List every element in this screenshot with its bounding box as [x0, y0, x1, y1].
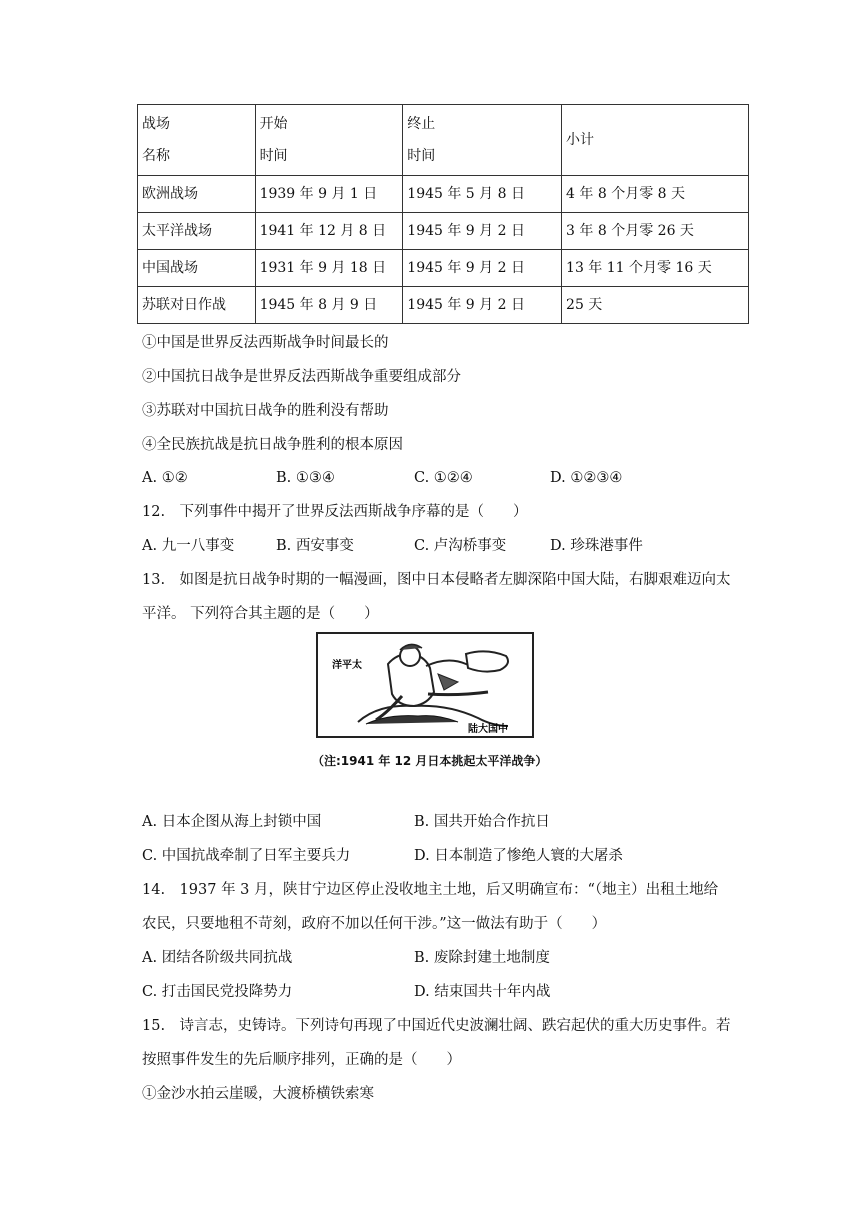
option-b[interactable]: B. 废除封建土地制度	[414, 950, 550, 966]
table-row	[138, 176, 749, 213]
option-a[interactable]: A. 团结各阶级共同抗战	[142, 950, 293, 966]
q15-stem-line-2: 按照事件发生的先后顺序排列，正确的是（ ）	[142, 1052, 461, 1068]
q12-options	[142, 536, 762, 556]
option-c[interactable]: C. 打击国民党投降势力	[142, 984, 293, 1000]
table-cell: 1941 年 12 月 8 日	[255, 213, 403, 250]
q11-statement-3: ③苏联对中国抗日战争的胜利没有帮助	[142, 403, 389, 419]
option-b[interactable]: B. ①③④	[276, 470, 335, 486]
cartoon-label-china: 陆大国中	[468, 724, 508, 735]
option-a[interactable]: A. 日本企图从海上封锁中国	[142, 814, 322, 830]
cartoon-label-pacific: 洋平太	[332, 660, 362, 671]
option-a[interactable]: A. 九一八事变	[142, 538, 235, 554]
option-a[interactable]: A. ①②	[142, 470, 188, 486]
q15-stem-line-1: 15. 诗言志，史铸诗。下列诗句再现了中国近代史波澜壮阔、跌宕起伏的重大历史事件。若	[142, 1018, 731, 1034]
q14-stem-line-1: 14. 1937 年 3 月，陕甘宁边区停止没收地主土地，后又明确宣布：“（地主）出租土地给	[142, 882, 719, 898]
table-header-row	[138, 105, 749, 176]
table-cell: 1945 年 8 月 9 日	[255, 287, 403, 324]
option-d[interactable]: D. 结束国共十年内战	[414, 984, 551, 1000]
option-b[interactable]: B. 国共开始合作抗日	[414, 814, 550, 830]
table-cell: 25 天	[562, 287, 749, 324]
cartoon-figure	[316, 632, 534, 738]
option-d[interactable]: D. 日本制造了惨绝人寰的大屠杀	[414, 848, 623, 864]
q13-stem-line-1: 13. 如图是抗日战争时期的一幅漫画，图中日本侵略者左脚深陷中国大陆，右脚艰难迈向太	[142, 572, 731, 588]
q13-stem-line-2: 平洋。 下列符合其主题的是（ ）	[142, 606, 379, 622]
table-cell: 4 年 8 个月零 8 天	[562, 176, 749, 213]
table-row	[138, 250, 749, 287]
cartoon-illustration	[318, 634, 532, 736]
cartoon-caption: （注:1941 年 12 月日本挑起太平洋战争）	[312, 754, 548, 768]
q13-options-row-1	[142, 812, 762, 832]
q14-options-row-2	[142, 982, 762, 1002]
table-row	[138, 287, 749, 324]
table-cell: 苏联对日作战	[138, 287, 256, 324]
header-cell: 开始 时间	[255, 105, 403, 176]
q14-stem-line-2: 农民，只要地租不苛刻，政府不加以任何干涉。”这一做法有助于（ ）	[142, 916, 607, 932]
war-theater-table	[137, 104, 749, 324]
q11-statement-4: ④全民族抗战是抗日战争胜利的根本原因	[142, 437, 403, 453]
option-d[interactable]: D. 珍珠港事件	[550, 538, 643, 554]
table-cell: 1945 年 9 月 2 日	[403, 213, 562, 250]
table-cell: 1945 年 9 月 2 日	[403, 250, 562, 287]
table-cell: 中国战场	[138, 250, 256, 287]
table-cell: 1939 年 9 月 1 日	[255, 176, 403, 213]
header-cell: 战场 名称	[138, 105, 256, 176]
header-cell: 小计	[562, 105, 749, 176]
table-cell: 太平洋战场	[138, 213, 256, 250]
q11-statement-2: ②中国抗日战争是世界反法西斯战争重要组成部分	[142, 369, 461, 385]
table-cell: 13 年 11 个月零 16 天	[562, 250, 749, 287]
table-cell: 欧洲战场	[138, 176, 256, 213]
option-c[interactable]: C. 卢沟桥事变	[414, 538, 507, 554]
q11-options	[142, 468, 762, 488]
option-d[interactable]: D. ①②③④	[550, 470, 623, 486]
q11-statement-1: ①中国是世界反法西斯战争时间最长的	[142, 335, 389, 351]
q14-options-row-1	[142, 948, 762, 968]
table-cell: 3 年 8 个月零 26 天	[562, 213, 749, 250]
header-cell: 终止 时间	[403, 105, 562, 176]
table-cell: 1945 年 9 月 2 日	[403, 287, 562, 324]
option-c[interactable]: C. 中国抗战牵制了日军主要兵力	[142, 848, 351, 864]
table-cell: 1931 年 9 月 18 日	[255, 250, 403, 287]
q15-statement-1: ①金沙水拍云崖暖，大渡桥横铁索寒	[142, 1086, 374, 1102]
option-b[interactable]: B. 西安事变	[276, 538, 354, 554]
table-cell: 1945 年 5 月 8 日	[403, 176, 562, 213]
table-row	[138, 213, 749, 250]
option-c[interactable]: C. ①②④	[414, 470, 473, 486]
q12-stem: 12. 下列事件中揭开了世界反法西斯战争序幕的是（ ）	[142, 504, 528, 520]
q13-options-row-2	[142, 846, 762, 866]
